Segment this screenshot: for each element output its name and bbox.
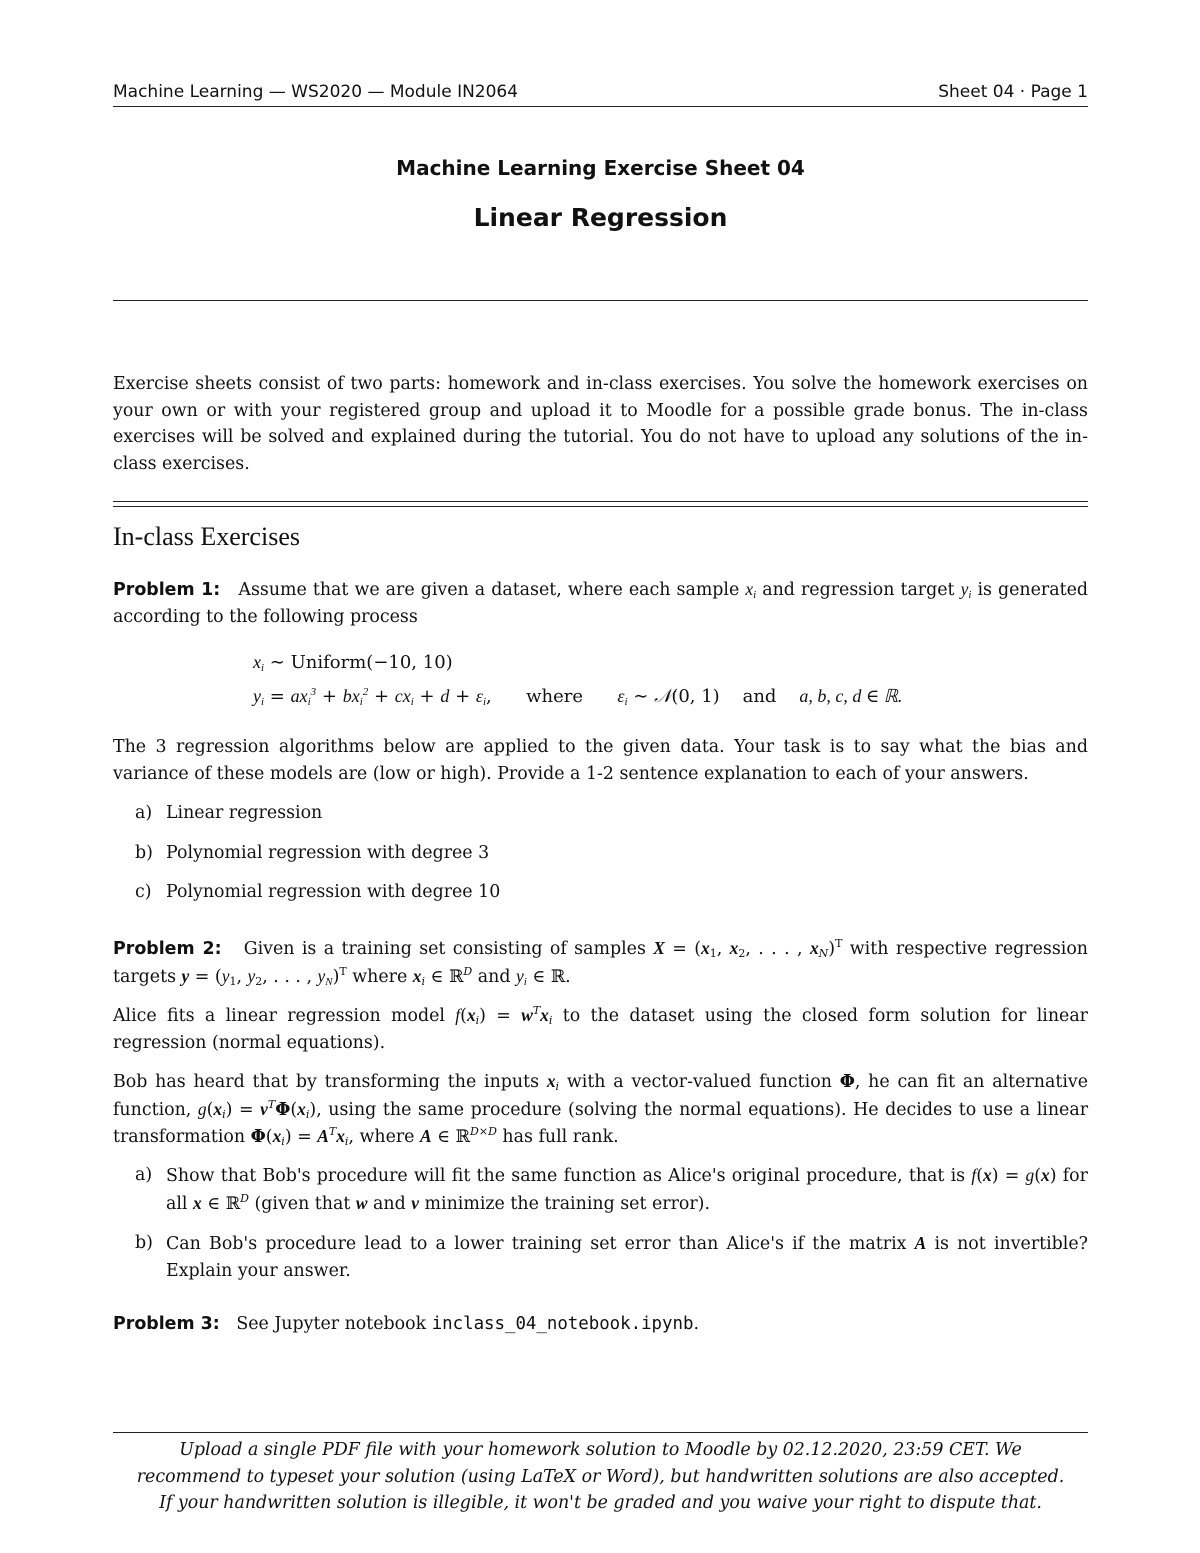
header-right: Sheet 04 · Page 1 xyxy=(938,82,1088,102)
list-item: a) Linear regression xyxy=(135,803,323,823)
intro-paragraph: Exercise sheets consist of two parts: homework and in-class exercises. You solve the homework exercises on your own or with your registered group and upload it to Moodle for a possible grade bonus. The in-class exercises will be solved and explained during the tutorial. You do not have to upload any solutions of the in-class exercises. xyxy=(113,374,1088,474)
latex-logo: LaTeX xyxy=(521,1466,577,1487)
footer-rule xyxy=(113,1432,1088,1433)
problem-3-label: Problem 3: xyxy=(113,1314,220,1334)
problem-1-statement: Problem 1: Assume that we are given a dataset, where each sample $x_i$ and regression target $y_i$ is generated according to the following process xyxy=(113,579,1089,627)
problem-1-items xyxy=(135,800,1088,906)
problem-2-statement: Problem 2: Given is a training set consisting of samples $X = (x_1$, $x_2$, . . . , $x_N)^T$ with respective regression targets $y = (y_1$, $y_2$, . . . , $y_N)^T$ where $x_i$ ∈ ℝ$^D$ and $y_i$ ∈ ℝ. xyxy=(113,937,1088,988)
problem-3-statement: Problem 3: See Jupyter notebook inclass_04_notebook.ipynb. xyxy=(113,1314,699,1334)
problem-1-label: Problem 1: xyxy=(113,580,221,600)
problem-2-label: Problem 2: xyxy=(113,939,222,959)
footer-note: Upload a single PDF file with your homework solution to Moodle by 02.12.2020, 23:59 CET. We recommend to typeset your solution (using LaTeX or Word), but handwritten solutions are also accepted. If your handwritten solution is illegible, it won't be graded and you waive your right to dispute that. xyxy=(136,1440,1065,1513)
header-left: Machine Learning — WS2020 — Module IN2064 xyxy=(113,82,519,102)
equation-x-distribution: $x_i$ ∼ Uniform(−10, 10) xyxy=(253,652,453,674)
problem-2-bob: Bob has heard that by transforming the inputs $x_i$ with a vector-valued function Φ, he can fit an alternative function, $g(x_i) = v^T\Phi(x_i)$, using the same procedure (solving the normal equations). He decides to use a linear transformation $\Phi(x_i) = A^Tx_i$, where A ∈ ℝ$^{D\times D}$ has full rank. xyxy=(113,1071,1089,1148)
list-item: c) Polynomial regression with degree 10 xyxy=(135,882,501,902)
equation-y-process: $y_i = ax_i^3 + bx_i^2 + cx_i + d + \varepsilon_i$, where $\varepsilon_i$ ∼ 𝒩(0, 1) and a, b, c, d ∈ ℝ. xyxy=(253,686,903,708)
notebook-filename: inclass_04_notebook.ipynb xyxy=(431,1314,694,1334)
problem-2-items xyxy=(135,1162,1088,1284)
section-heading: In-class Exercises xyxy=(113,522,300,551)
problem-1-task: The 3 regression algorithms below are applied to the given data. Your task is to say what the bias and variance of these models are (low or high). Provide a 1-2 sentence explanation to each of your answers. xyxy=(113,737,1088,784)
page xyxy=(113,0,1088,1553)
sheet-subtitle: Linear Regression xyxy=(473,203,728,232)
title-rule xyxy=(113,300,1088,301)
list-item: a) Show that Bob's procedure will fit the same function as Alice's original procedure, that is f(x) = g(x) for all x ∈ ℝ$^D$ (given that w and v minimize the training set error). xyxy=(135,1165,1088,1214)
list-item: b) Can Bob's procedure lead to a lower training set error than Alice's if the matrix A is not invertible? Explain your answer. xyxy=(135,1233,1088,1281)
running-header xyxy=(113,82,1088,102)
sheet-title: Machine Learning Exercise Sheet 04 xyxy=(396,156,805,180)
problem-2-alice: Alice fits a linear regression model $f(x_i) = w^Tx_i$ to the dataset using the closed form solution for linear regression (normal equations). xyxy=(113,1004,1088,1053)
list-item: b) Polynomial regression with degree 3 xyxy=(135,842,490,863)
header-rule xyxy=(113,106,1088,107)
section-double-rule xyxy=(113,501,1088,507)
